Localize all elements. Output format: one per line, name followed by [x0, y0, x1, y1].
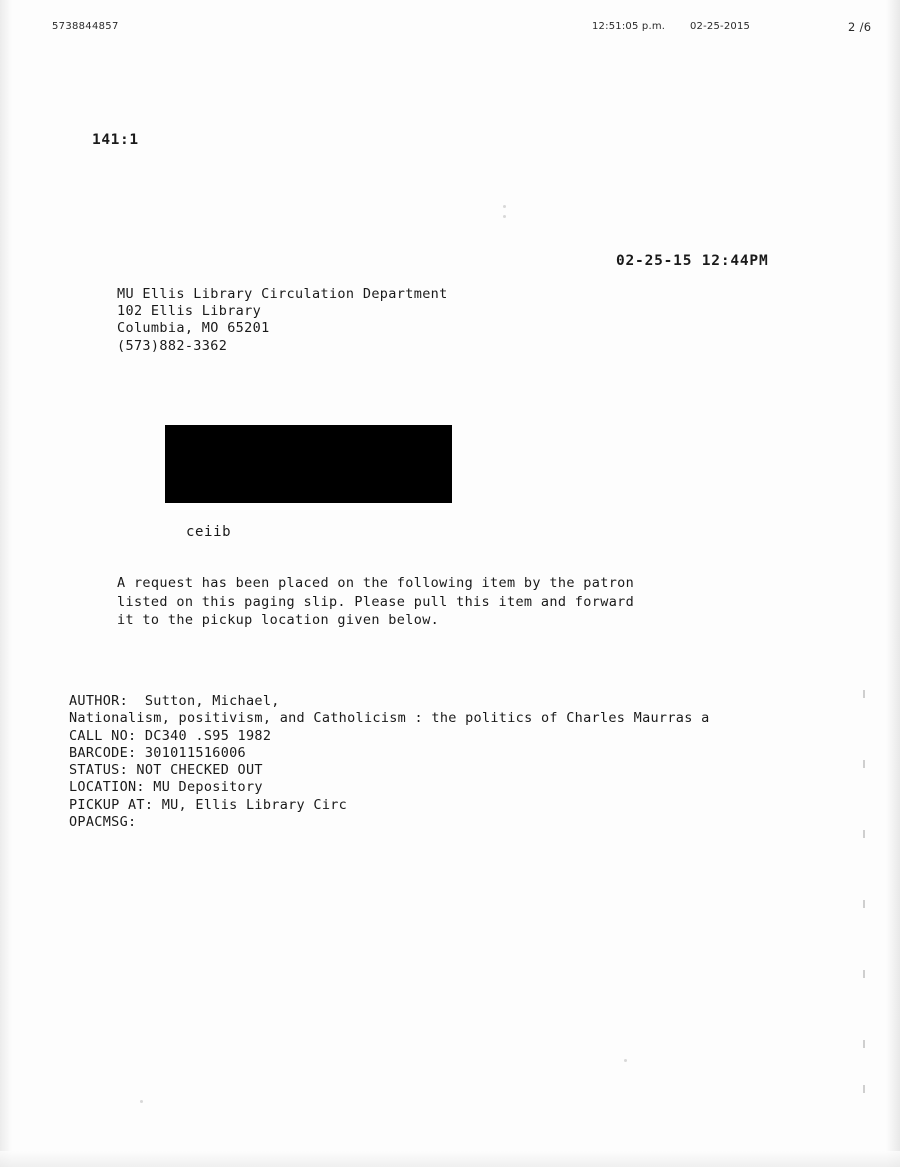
fax-date: 02-25-2015 — [690, 21, 751, 32]
item-barcode: BARCODE: 301011516006 — [69, 744, 246, 761]
library-address-block — [117, 286, 448, 355]
page-edge-shadow-right — [886, 0, 900, 1167]
scan-artifact — [863, 760, 865, 768]
page-edge-shadow-left — [0, 0, 12, 1167]
scan-artifact — [140, 1100, 143, 1103]
address-line: MU Ellis Library Circulation Department — [117, 286, 448, 302]
instructions-line: A request has been placed on the following item by the patron — [117, 575, 635, 591]
scan-artifact — [863, 1085, 865, 1093]
scan-artifact — [503, 215, 506, 218]
item-details-block — [69, 693, 879, 831]
job-number: 141:1 — [92, 132, 139, 148]
scan-artifact — [863, 900, 865, 908]
scan-artifact — [863, 830, 865, 838]
fax-time: 12:51:05 p.m. — [592, 21, 666, 32]
item-location: LOCATION: MU Depository — [69, 779, 263, 796]
scan-artifact — [503, 205, 506, 208]
item-title: Nationalism, positivism, and Catholicism : the politics of Charles Maurras a — [69, 710, 710, 727]
item-opac-message: OPACMSG: — [69, 814, 137, 831]
instructions-paragraph — [117, 574, 777, 630]
fax-sender-id: 5738844857 — [52, 21, 119, 32]
scan-artifact — [863, 1040, 865, 1048]
item-status: STATUS: NOT CHECKED OUT — [69, 762, 263, 779]
patron-code: ceiib — [186, 524, 232, 540]
redaction-bar — [165, 425, 452, 503]
fax-page-count: 2 /6 — [848, 20, 872, 34]
slip-timestamp: 02-25-15 12:44PM — [616, 253, 769, 269]
item-call-number: CALL NO: DC340 .S95 1982 — [69, 727, 272, 744]
address-line: Columbia, MO 65201 — [117, 320, 270, 337]
instructions-line: it to the pickup location given below. — [117, 612, 440, 628]
item-author: AUTHOR: Sutton, Michael, — [69, 693, 280, 709]
address-line: (573)882-3362 — [117, 337, 228, 354]
item-pickup-at: PICKUP AT: MU, Ellis Library Circ — [69, 796, 348, 813]
instructions-line: listed on this paging slip. Please pull this item and forward — [117, 593, 635, 610]
fax-header — [0, 21, 900, 37]
address-line: 102 Ellis Library — [117, 303, 262, 320]
page-edge-shadow-bottom — [0, 1151, 900, 1167]
scan-artifact — [863, 690, 865, 698]
scan-artifact — [863, 970, 865, 978]
scan-artifact — [624, 1059, 627, 1062]
